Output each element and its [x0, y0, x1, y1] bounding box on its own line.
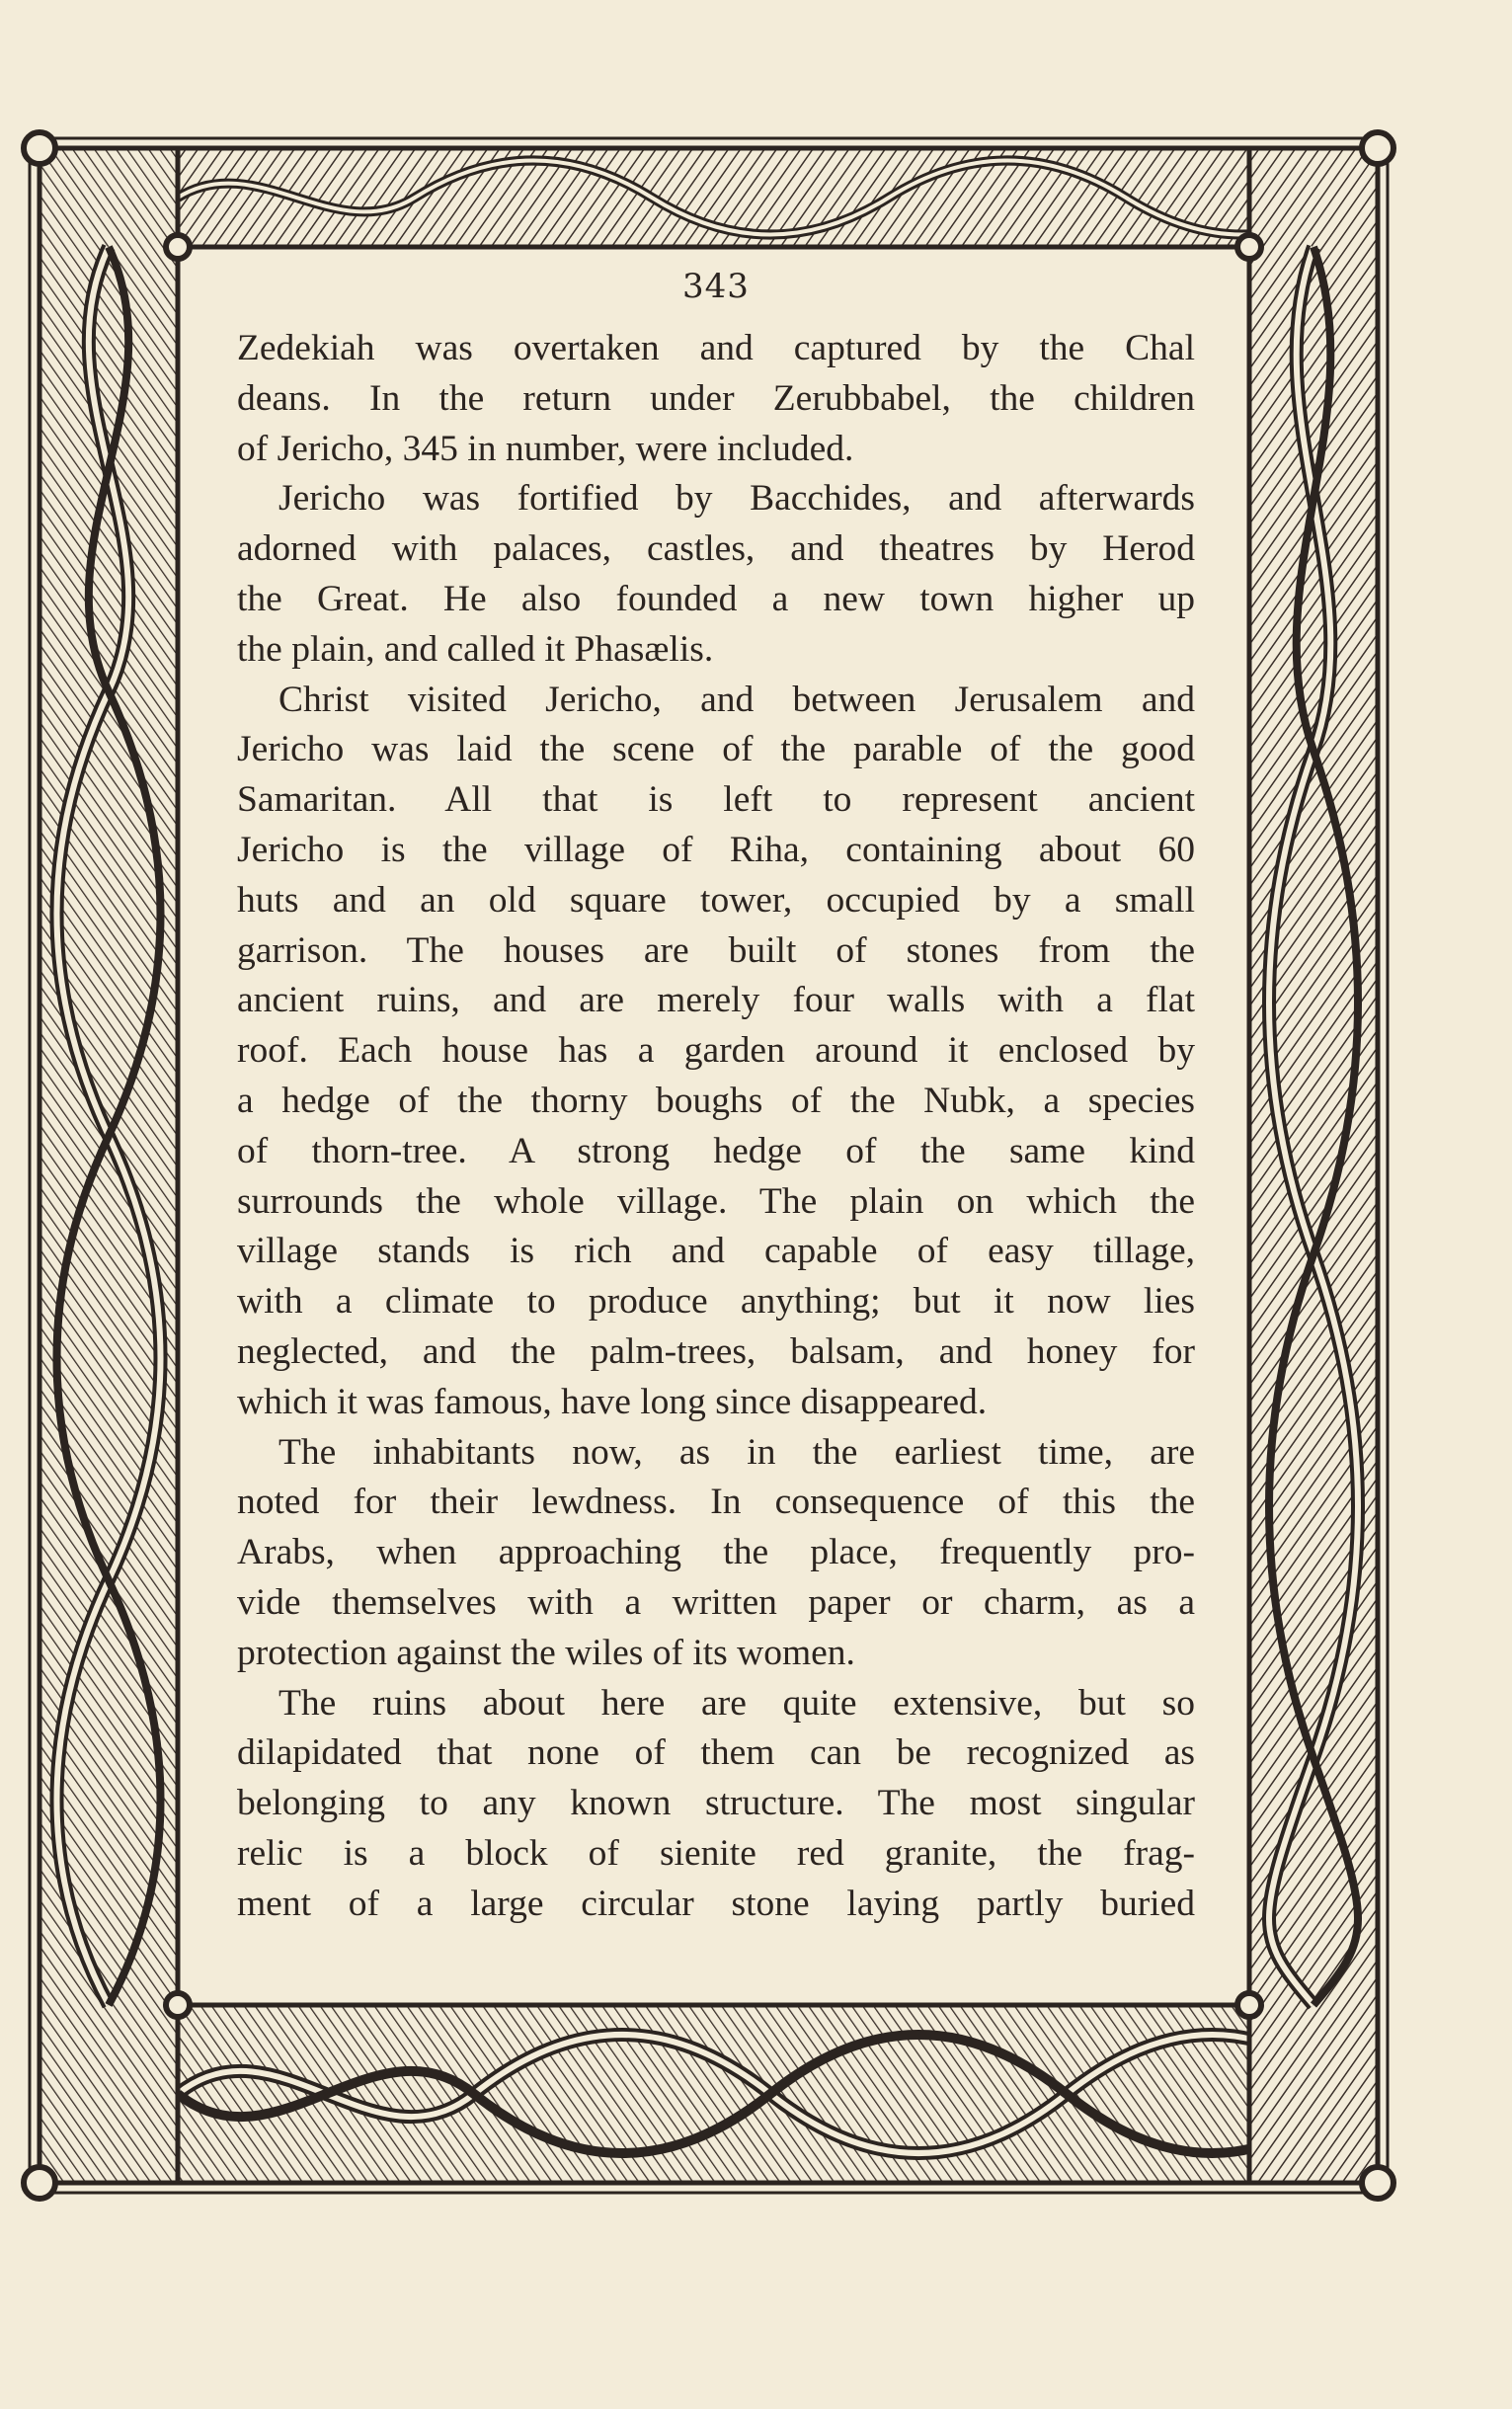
paragraph-3 [237, 676, 1195, 1428]
text-line: ancient ruins, and are merely four walls with a flat [237, 980, 1195, 1021]
page-content [237, 267, 1195, 1930]
text-line: roof. Each house has a garden around it enclosed by [237, 1030, 1195, 1072]
text-line: which it was famous, have long since disappeared. [237, 1381, 988, 1422]
text-line: ment of a large circular stone laying partly buried [237, 1883, 1195, 1924]
text-line: of thorn-tree. A strong hedge of the same kind [237, 1130, 1195, 1171]
text-line: neglected, and the palm-trees, balsam, and honey for [237, 1330, 1195, 1372]
text-line: The inhabitants now, as in the earliest time, are [279, 1431, 1195, 1473]
text-line: a hedge of the thorny boughs of the Nubk, a species [237, 1080, 1195, 1121]
text-line: of Jericho, 345 in number, were included. [237, 428, 854, 469]
text-line: garrison. The houses are built of stones from the [237, 929, 1195, 971]
text-line: Jericho is the village of Riha, containing about 60 [237, 829, 1195, 870]
text-line: Zedekiah was overtaken and captured by the Chal [237, 328, 1195, 368]
page-number: 343 [682, 267, 750, 306]
right-border-column [1249, 148, 1378, 2183]
text-line: Samaritan. All that is left to represent ancient [237, 779, 1195, 821]
text-line: relic is a block of sienite red granite, the frag- [237, 1832, 1195, 1874]
left-border-column [40, 148, 178, 2183]
text-line: dilapidated that none of them can be recognized as [237, 1732, 1195, 1774]
text-line: Arabs, when approaching the place, frequently pro- [237, 1532, 1195, 1573]
text-line: Jericho was fortified by Bacchides, and afterwards [279, 478, 1195, 520]
text-line: adorned with palaces, castles, and theatres by Herod [237, 528, 1195, 570]
top-border-band [40, 148, 1378, 247]
text-line: protection against the wiles of its women. [237, 1632, 855, 1673]
text-line: with a climate to produce anything; but it now lies [237, 1281, 1195, 1323]
bottom-border-band [40, 2005, 1378, 2183]
paragraph-2 [237, 474, 1195, 675]
text-line: the Great. He also founded a new town higher up [237, 578, 1195, 619]
text-line: Jericho was laid the scene of the parable of the good [237, 729, 1195, 770]
body-text [237, 324, 1195, 1930]
text-line: huts and an old square tower, occupied by a small [237, 879, 1195, 921]
text-line: The ruins about here are quite extensive, but so [279, 1682, 1195, 1724]
text-line: noted for their lewdness. In consequence of this the [237, 1482, 1195, 1523]
text-line: Christ visited Jericho, and between Jerusalem and [279, 679, 1195, 720]
text-line: deans. In the return under Zerubbabel, the children [237, 377, 1195, 419]
paragraph-5 [237, 1679, 1195, 1930]
text-line: village stands is rich and capable of easy tillage, [237, 1231, 1195, 1272]
text-line: belonging to any known structure. The most singular [237, 1783, 1195, 1824]
text-line: surrounds the whole village. The plain on which the [237, 1180, 1195, 1222]
text-line: the plain, and called it Phasælis. [237, 628, 714, 670]
paragraph-1 [237, 324, 1195, 474]
text-line: vide themselves with a written paper or charm, as a [237, 1581, 1195, 1623]
paragraph-4 [237, 1428, 1195, 1679]
